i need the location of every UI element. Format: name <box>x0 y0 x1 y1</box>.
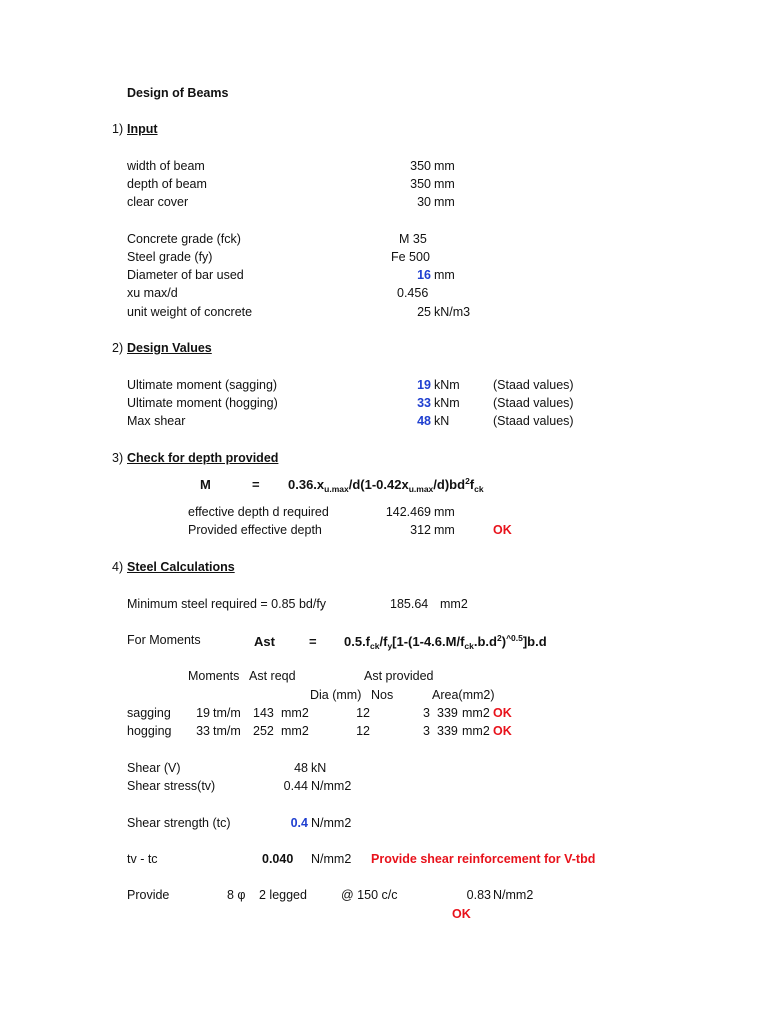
shear-stress-label: Shear stress(tv) <box>127 779 216 793</box>
table-row-hogging-status: OK <box>493 724 512 738</box>
shear-v-value: 48 <box>294 761 308 775</box>
xu-value: 0.456 <box>397 286 429 300</box>
moment-hogging-label: Ultimate moment (hogging) <box>127 396 278 410</box>
moment-hogging-unit: kNm <box>434 396 460 410</box>
shear-reinforcement-message: Provide shear reinforcement for V-tbd <box>371 852 596 866</box>
section-heading-depth-check: Check for depth provided <box>127 451 279 465</box>
col-moments-header: Moments <box>188 669 240 683</box>
fck-value: M 35 <box>399 232 427 246</box>
dia-value: 16 <box>417 268 431 282</box>
fck-label: Concrete grade (fck) <box>127 232 241 246</box>
moment-sagging-value: 19 <box>417 378 431 392</box>
depth-value: 350 <box>410 177 431 191</box>
depth-label: depth of beam <box>127 177 207 191</box>
eff-depth-provided-label: Provided effective depth <box>188 523 322 537</box>
moment-hogging-note: (Staad values) <box>493 396 574 410</box>
shear-v-unit: kN <box>311 761 327 775</box>
width-label: width of beam <box>127 159 205 173</box>
table-row-hogging-ast: 252 <box>253 724 274 738</box>
table-row-hogging-area-unit: mm2 <box>462 724 490 738</box>
width-value: 350 <box>410 159 431 173</box>
table-row-hogging-name: hogging <box>127 724 172 738</box>
max-shear-value: 48 <box>417 414 431 428</box>
width-unit: mm <box>434 159 455 173</box>
formula-ast-lhs: Ast <box>254 634 275 649</box>
section-number-design-values: 2) <box>112 341 124 355</box>
dia-unit: mm <box>434 268 455 282</box>
table-row-hogging-nos: 3 <box>423 724 430 738</box>
provide-label: Provide <box>127 888 170 902</box>
tv-tc-unit: N/mm2 <box>311 852 352 866</box>
provide-legs: 2 legged <box>259 888 307 902</box>
eff-depth-required-label: effective depth d required <box>188 505 329 519</box>
table-row-hogging-moment-unit: tm/m <box>213 724 241 738</box>
moment-hogging-value: 33 <box>417 396 431 410</box>
unit-weight-unit: kN/m3 <box>434 305 471 319</box>
formula-moment-rhs: $0.36.x_{u.max}/d(1-0.42x_{u.max}/d)bd^2f_{ck}$ <box>288 476 484 494</box>
shear-strength-value: 0.4 <box>290 816 308 830</box>
shear-strength-unit: N/mm2 <box>311 816 352 830</box>
eff-depth-required-value: 142.469 <box>385 505 431 519</box>
col-area-header: Area(mm2) <box>432 688 495 702</box>
table-row-sagging-moment-unit: tm/m <box>213 706 241 720</box>
formula-ast-rhs: $0.5.f_{ck}/f_y[1-(1-4.6.M/f_{ck}.b.d^2)^{\^{}0.5}]b.d$ <box>344 633 547 651</box>
max-shear-note: (Staad values) <box>493 414 574 428</box>
min-steel-label: Minimum steel required = 0.85 bd/fy <box>127 597 327 611</box>
table-row-sagging-ast-unit: mm2 <box>281 706 309 720</box>
provide-bar-diameter: 8 φ <box>227 888 246 902</box>
provide-spacing: @ 150 c/c <box>341 888 398 902</box>
eff-depth-provided-value: 312 <box>410 523 431 537</box>
shear-strength-label: Shear strength (tc) <box>127 816 231 830</box>
table-row-sagging-area: 339 <box>437 706 458 720</box>
shear-v-label: Shear (V) <box>127 761 181 775</box>
depth-ok-status: OK <box>493 523 512 537</box>
provide-stress-value: 0.83 <box>466 888 491 902</box>
unit-weight-label: unit weight of concrete <box>127 305 253 319</box>
table-row-sagging-area-unit: mm2 <box>462 706 490 720</box>
col-dia-header: Dia (mm) <box>310 688 362 702</box>
section-number-input: 1) <box>112 122 124 136</box>
depth-unit: mm <box>434 177 455 191</box>
section-heading-design-values: Design Values <box>127 341 212 355</box>
section-number-steel: 4) <box>112 560 124 574</box>
table-row-sagging-moment: 19 <box>196 706 210 720</box>
cover-label: clear cover <box>127 195 189 209</box>
table-row-hogging-moment: 33 <box>196 724 210 738</box>
table-row-sagging-ast: 143 <box>253 706 274 720</box>
table-row-sagging-status: OK <box>493 706 512 720</box>
unit-weight-value: 25 <box>417 305 431 319</box>
col-ast-provided-header: Ast provided <box>364 669 434 683</box>
formula-moment-eq: = <box>252 477 260 492</box>
dia-label: Diameter of bar used <box>127 268 244 282</box>
fy-label: Steel grade (fy) <box>127 250 213 264</box>
table-row-hogging-ast-unit: mm2 <box>281 724 309 738</box>
formula-moment-lhs: M <box>200 477 211 492</box>
section-number-depth-check: 3) <box>112 451 124 465</box>
moment-sagging-label: Ultimate moment (sagging) <box>127 378 278 392</box>
min-steel-value: 185.64 <box>390 597 429 611</box>
page-title: Design of Beams <box>127 86 229 100</box>
table-row-sagging-dia: 12 <box>356 706 370 720</box>
eff-depth-provided-unit: mm <box>434 523 455 537</box>
section-heading-input: Input <box>127 122 158 136</box>
formula-ast-eq: = <box>309 634 317 649</box>
fy-value: Fe 500 <box>391 250 430 264</box>
cover-unit: mm <box>434 195 455 209</box>
section-heading-steel: Steel Calculations <box>127 560 235 574</box>
table-row-sagging-name: sagging <box>127 706 171 720</box>
max-shear-label: Max shear <box>127 414 186 428</box>
provide-stress-unit: N/mm2 <box>493 888 534 902</box>
provide-ok-status: OK <box>452 907 471 921</box>
shear-stress-unit: N/mm2 <box>311 779 352 793</box>
eff-depth-required-unit: mm <box>434 505 455 519</box>
table-row-hogging-area: 339 <box>437 724 458 738</box>
tv-tc-label: tv - tc <box>127 852 158 866</box>
cover-value: 30 <box>417 195 431 209</box>
tv-tc-value: 0.040 <box>262 852 294 866</box>
moment-sagging-note: (Staad values) <box>493 378 574 392</box>
for-moments-label: For Moments <box>127 633 201 647</box>
table-row-hogging-dia: 12 <box>356 724 370 738</box>
min-steel-unit: mm2 <box>440 597 468 611</box>
moment-sagging-unit: kNm <box>434 378 460 392</box>
col-ast-reqd-header: Ast reqd <box>249 669 296 683</box>
table-row-sagging-nos: 3 <box>423 706 430 720</box>
xu-label: xu max/d <box>127 286 178 300</box>
shear-stress-value: 0.44 <box>283 779 308 793</box>
col-nos-header: Nos <box>371 688 394 702</box>
max-shear-unit: kN <box>434 414 450 428</box>
